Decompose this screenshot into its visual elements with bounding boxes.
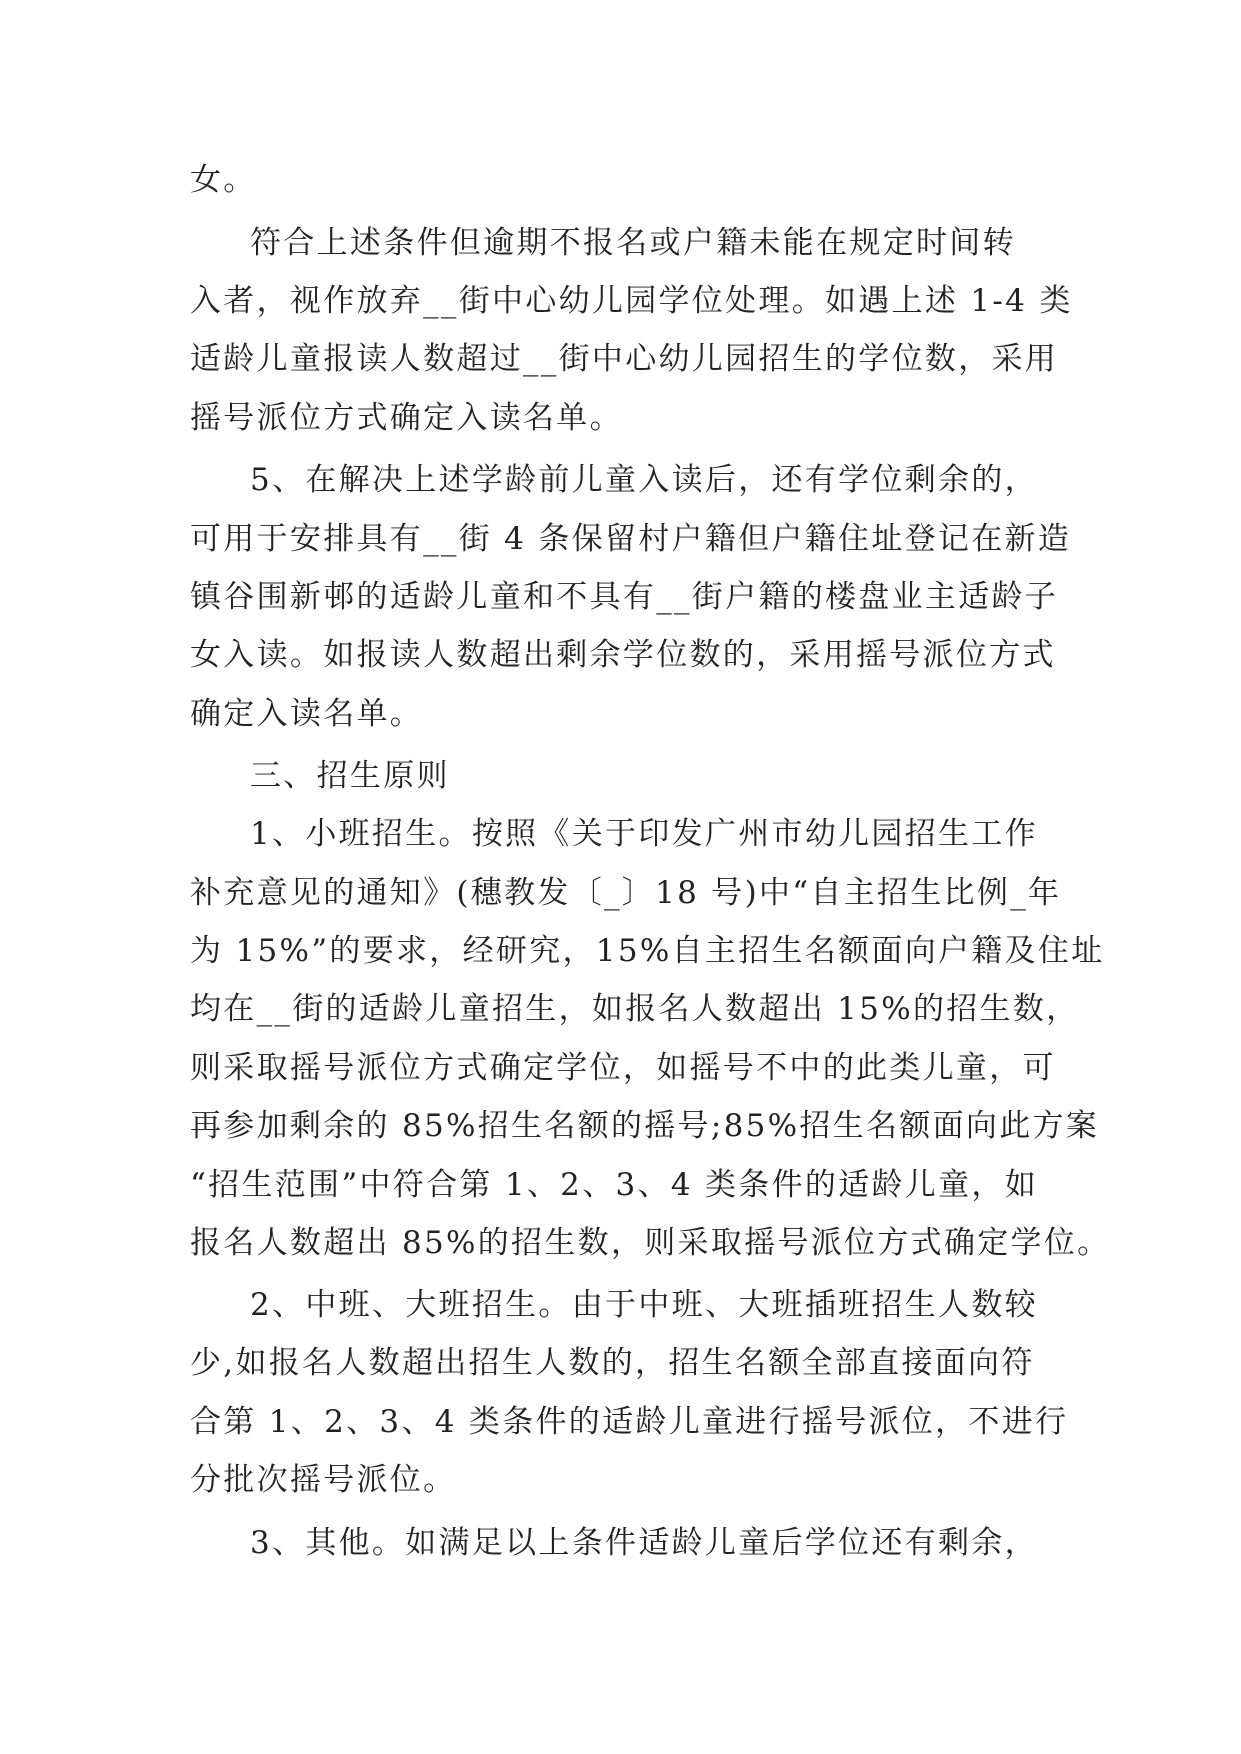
text-line: 确定入读名单。	[190, 696, 424, 732]
text-line: 3、其他。如满足以上条件适龄儿童后学位还有剩余，	[250, 1525, 1038, 1561]
text-line: 摇号派位方式确定入读名单。	[190, 400, 623, 436]
text-line: 则采取摇号派位方式确定学位，如摇号不中的此类儿童，可	[190, 1050, 1056, 1086]
text-line: 1、小班招生。按照《关于印发广州市幼儿园招生工作	[250, 816, 1038, 852]
text-line: 报名人数超出 85%的招生数，则采取摇号派位方式确定学位。	[190, 1225, 1111, 1261]
text-line: 2、中班、大班招生。由于中班、大班插班招生人数较	[250, 1287, 1038, 1323]
text-line: 符合上述条件但逾期不报名或户籍未能在规定时间转	[250, 225, 1016, 261]
text-line: 入者，视作放弃__街中心幼儿园学位处理。如遇上述 1-4 类	[190, 283, 1073, 319]
text-line: 5、在解决上述学龄前儿童入读后，还有学位剩余的，	[250, 462, 1038, 498]
text-line: 补充意见的通知》(穗教发〔_〕18 号)中“自主招生比例_年	[190, 875, 1062, 911]
section-heading: 三、招生原则	[250, 758, 450, 794]
text-line: “招生范围”中符合第 1、2、3、4 类条件的适龄儿童，如	[190, 1167, 1038, 1203]
text-line: 少,如报名人数超出招生人数的，招生名额全部直接面向符	[190, 1345, 1035, 1381]
text-line: 合第 1、2、3、4 类条件的适龄儿童进行摇号派位，不进行	[190, 1404, 1069, 1440]
text-line: 适龄儿童报读人数超过__街中心幼儿园招生的学位数，采用	[190, 341, 1059, 377]
text-line: 再参加剩余的 85%招生名额的摇号;85%招生名额面向此方案	[190, 1108, 1100, 1144]
text-line: 镇谷围新邨的适龄儿童和不具有__街户籍的楼盘业主适龄子	[190, 579, 1059, 615]
text-line: 女。	[190, 162, 257, 198]
text-line: 为 15%”的要求，经研究，15%自主招生名额面向户籍及住址	[190, 933, 1105, 969]
text-line: 均在__街的适龄儿童招生，如报名人数超出 15%的招生数，	[190, 991, 1080, 1027]
text-line: 分批次摇号派位。	[190, 1462, 457, 1498]
text-line: 女入读。如报读人数超出剩余学位数的，采用摇号派位方式	[190, 637, 1056, 673]
text-line: 可用于安排具有__街 4 条保留村户籍但户籍住址登记在新造	[190, 521, 1072, 557]
